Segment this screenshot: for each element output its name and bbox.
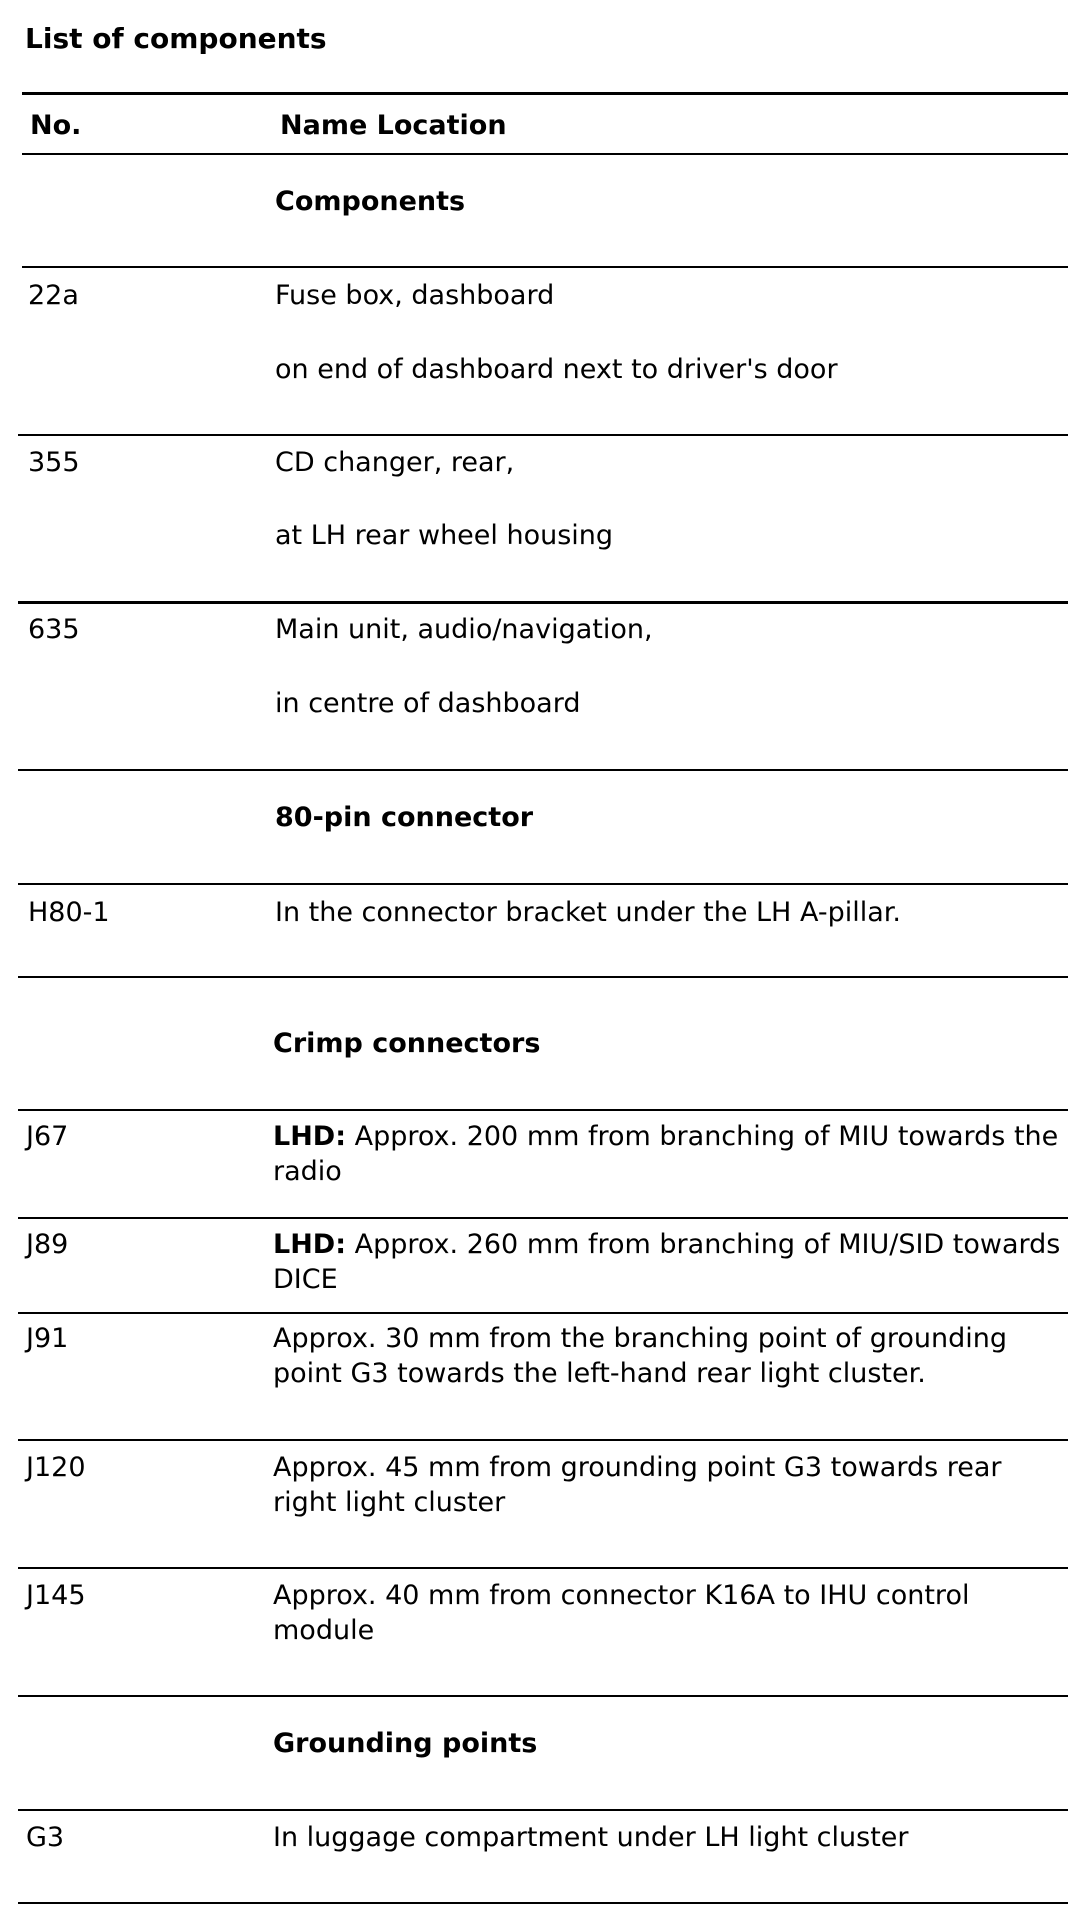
row-location: Approx. 45 mm from grounding point G3 towards rear right light cluster	[273, 1452, 1002, 1518]
row-rule	[18, 1809, 1068, 1811]
row-location: on end of dashboard next to driver's door	[275, 354, 838, 385]
row-rule	[22, 266, 1068, 268]
row-location	[273, 1119, 1063, 1189]
row-number: H80-1	[28, 897, 110, 928]
lhd-label: LHD:	[273, 1229, 347, 1260]
row-rule	[18, 769, 1068, 771]
row-number: G3	[26, 1822, 65, 1853]
row-rule	[18, 1312, 1068, 1314]
section-heading-grounding-points: Grounding points	[273, 1728, 538, 1759]
row-location: Approx. 30 mm from the branching point of grounding point G3 towards the left-hand rear light cluster.	[273, 1323, 1008, 1389]
row-number: J120	[26, 1452, 86, 1483]
row-number: J89	[26, 1229, 69, 1260]
row-number: J91	[26, 1323, 69, 1354]
section-heading-components: Components	[275, 186, 466, 217]
section-heading-80-pin-connector: 80-pin connector	[275, 802, 534, 833]
row-location: in centre of dashboard	[275, 688, 581, 719]
header-name-location: Name Location	[280, 110, 507, 141]
row-rule	[18, 601, 1068, 604]
row-rule	[18, 883, 1068, 885]
location-text: Approx. 260 mm from branching of MIU/SID towards DICE	[273, 1229, 1061, 1295]
row-rule	[18, 1439, 1068, 1441]
row-number: 355	[28, 447, 80, 478]
row-rule	[18, 976, 1068, 978]
row-rule	[18, 1109, 1068, 1111]
row-rule	[18, 1567, 1068, 1569]
row-name: Main unit, audio/navigation,	[275, 614, 653, 645]
lhd-label: LHD:	[273, 1121, 347, 1152]
row-rule	[18, 1217, 1068, 1219]
row-location: In the connector bracket under the LH A-pillar.	[275, 897, 901, 928]
row-name: CD changer, rear,	[275, 447, 515, 478]
header-bottom-rule	[22, 153, 1068, 155]
row-location: In luggage compartment under LH light cluster	[273, 1822, 909, 1853]
row-location	[273, 1227, 1063, 1297]
row-number: J67	[26, 1121, 69, 1152]
row-number: 635	[28, 614, 80, 645]
row-location: Approx. 40 mm from connector K16A to IHU control module	[273, 1580, 970, 1646]
document-title: List of components	[25, 22, 327, 55]
row-location: at LH rear wheel housing	[275, 520, 614, 551]
row-number: 22a	[28, 280, 79, 311]
row-number: J145	[26, 1580, 86, 1611]
table-bottom-rule	[18, 1902, 1068, 1904]
row-name: Fuse box, dashboard	[275, 280, 555, 311]
section-heading-crimp-connectors: Crimp connectors	[273, 1028, 541, 1059]
header-no: No.	[30, 110, 82, 141]
location-text: Approx. 200 mm from branching of MIU towards the radio	[273, 1121, 1059, 1187]
row-rule	[18, 1695, 1068, 1697]
table-top-rule	[22, 92, 1068, 95]
row-rule	[18, 434, 1068, 436]
